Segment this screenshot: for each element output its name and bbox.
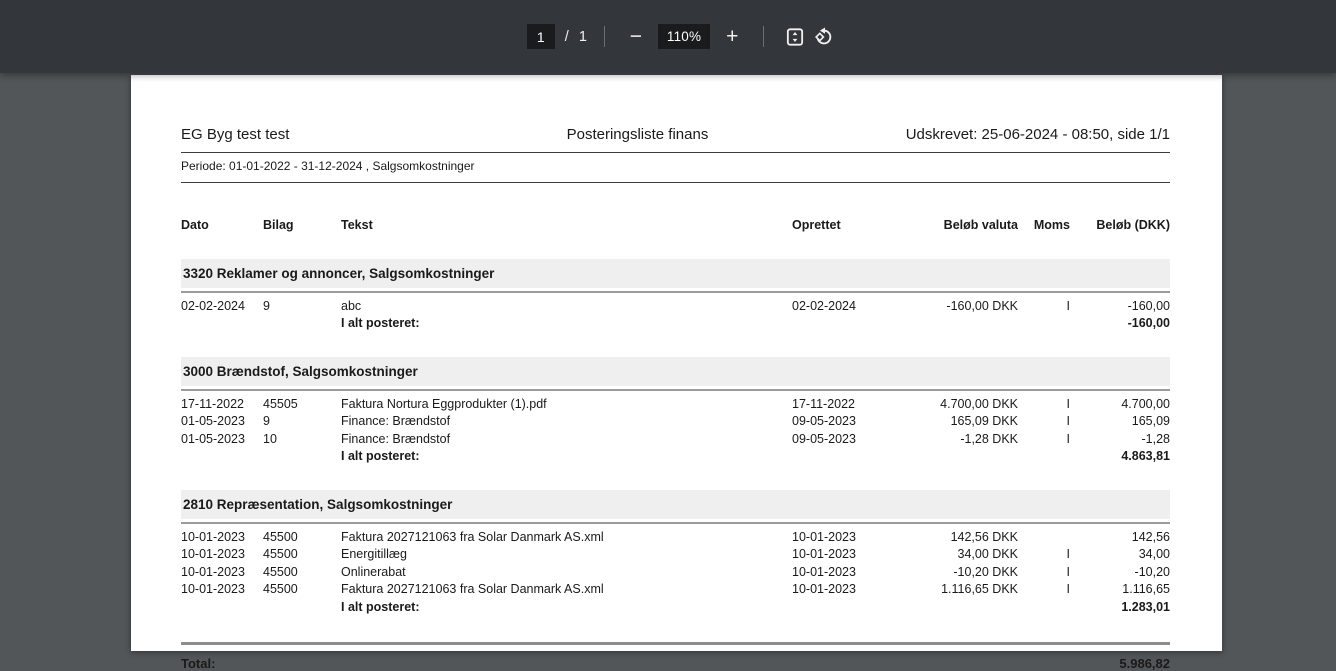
posting-row xyxy=(181,413,1170,431)
toolbar-separator xyxy=(604,26,605,47)
cell-tekst: Faktura Nortura Eggprodukter (1).pdf xyxy=(341,396,547,411)
cell-belob-dkk: 34,00 xyxy=(1138,547,1170,561)
cell-belob-dkk: 165,09 xyxy=(1131,414,1170,428)
zoom-level[interactable]: 110% xyxy=(658,24,710,49)
section-rows xyxy=(181,524,1170,599)
col-header-moms: Moms xyxy=(1033,218,1070,232)
cell-oprettet: 17-11-2022 xyxy=(792,396,856,411)
page-number-input[interactable] xyxy=(527,24,555,49)
account-section xyxy=(181,357,1170,466)
col-header-belob-valuta: Beløb valuta xyxy=(943,218,1018,232)
report-document xyxy=(131,75,1222,671)
cell-moms: I xyxy=(1066,414,1070,428)
zoom-out-button[interactable] xyxy=(622,23,650,51)
cell-dato: 10-01-2023 xyxy=(181,547,245,561)
cell-tekst: abc xyxy=(341,298,362,313)
cell-belob-valuta: -160,00 DKK xyxy=(946,298,1018,313)
posting-row xyxy=(181,396,1170,414)
cell-oprettet: 10-01-2023 xyxy=(792,582,856,596)
cell-dato: 10-01-2023 xyxy=(181,582,245,596)
cell-tekst: Finance: Brændstof xyxy=(341,414,451,428)
section-rows xyxy=(181,293,1170,316)
section-rows xyxy=(181,391,1170,449)
posting-row xyxy=(181,546,1170,564)
cell-oprettet: 02-02-2024 xyxy=(792,298,856,313)
cell-bilag: 45505 xyxy=(263,396,298,411)
cell-moms: I xyxy=(1066,431,1070,446)
cell-bilag: 45500 xyxy=(263,582,298,596)
cell-dato: 17-11-2022 xyxy=(181,396,245,411)
col-header-oprettet: Oprettet xyxy=(792,218,841,232)
col-header-dato: Dato xyxy=(181,218,209,232)
cell-belob-valuta: 1.116,65 DKK xyxy=(941,582,1018,596)
subtotal-label: I alt posteret: xyxy=(341,316,420,330)
section-heading: 3000 Brændstof, Salgsomkostninger xyxy=(181,357,1170,386)
cell-bilag: 9 xyxy=(263,414,270,428)
pdf-viewer-toolbar xyxy=(0,0,1336,73)
cell-moms: I xyxy=(1066,298,1070,313)
cell-belob-dkk: 1.116,65 xyxy=(1122,582,1170,596)
pdf-page xyxy=(131,75,1222,671)
cell-moms: I xyxy=(1066,564,1070,579)
cell-dato: 10-01-2023 xyxy=(181,564,245,579)
col-header-tekst: Tekst xyxy=(341,218,373,232)
cell-belob-valuta: 34,00 DKK xyxy=(957,547,1018,561)
company-name: EG Byg test test xyxy=(181,126,290,143)
cell-dato: 01-05-2023 xyxy=(181,414,245,428)
cell-belob-valuta: -10,20 DKK xyxy=(953,564,1018,579)
cell-belob-valuta: 4.700,00 DKK xyxy=(940,396,1018,411)
cell-bilag: 45500 xyxy=(263,564,298,579)
cell-oprettet: 09-05-2023 xyxy=(792,414,856,428)
subtotal-row xyxy=(181,448,1170,466)
section-heading: 3320 Reklamer og annoncer, Salgsomkostninger xyxy=(181,259,1170,288)
cell-oprettet: 10-01-2023 xyxy=(792,529,856,544)
rotate-counterclockwise-icon xyxy=(812,26,834,48)
cell-belob-dkk: -160,00 xyxy=(1127,298,1170,313)
cell-belob-valuta: -1,28 DKK xyxy=(960,431,1018,446)
cell-moms: I xyxy=(1066,547,1070,561)
page-divider: / xyxy=(564,28,569,45)
page-total: 1 xyxy=(578,28,587,45)
total-value: 5.986,82 xyxy=(1119,656,1170,671)
cell-bilag: 9 xyxy=(263,298,270,313)
cell-dato: 02-02-2024 xyxy=(181,298,245,313)
fit-page-button[interactable] xyxy=(781,23,809,51)
cell-oprettet: 09-05-2023 xyxy=(792,431,856,446)
total-row xyxy=(181,645,1170,671)
period-line: Periode: 01-01-2022 - 31-12-2024 , Salgsomkostninger xyxy=(181,153,1170,183)
cell-tekst: Energitillæg xyxy=(341,547,408,561)
cell-moms xyxy=(1018,529,1082,547)
rotate-button[interactable] xyxy=(809,23,837,51)
cell-moms: I xyxy=(1066,396,1070,411)
posting-row xyxy=(181,431,1170,449)
total-label: Total: xyxy=(181,656,216,671)
fit-to-page-icon xyxy=(784,26,806,48)
col-header-belob-dkk: Beløb (DKK) xyxy=(1096,218,1170,232)
section-heading: 2810 Repræsentation, Salgsomkostninger xyxy=(181,490,1170,519)
posting-row xyxy=(181,564,1170,582)
toolbar-separator xyxy=(763,26,764,47)
posting-row xyxy=(181,581,1170,599)
cell-belob-dkk: 142,56 xyxy=(1131,529,1170,544)
zoom-in-button[interactable] xyxy=(718,23,746,51)
cell-tekst: Faktura 2027121063 fra Solar Danmark AS.xml xyxy=(341,582,604,596)
cell-tekst: Onlinerabat xyxy=(341,564,406,579)
cell-oprettet: 10-01-2023 xyxy=(792,547,856,561)
report-header xyxy=(181,126,1170,153)
column-headers xyxy=(181,217,1170,235)
cell-belob-dkk: -10,20 xyxy=(1134,564,1170,579)
cell-bilag: 45500 xyxy=(263,529,298,544)
cell-bilag: 45500 xyxy=(263,547,298,561)
cell-belob-valuta: 142,56 DKK xyxy=(950,529,1018,544)
subtotal-value: 1.283,01 xyxy=(1121,599,1170,614)
posting-row xyxy=(181,298,1170,316)
cell-oprettet: 10-01-2023 xyxy=(792,564,856,579)
cell-moms: I xyxy=(1066,582,1070,596)
cell-dato: 10-01-2023 xyxy=(181,529,245,544)
cell-bilag: 10 xyxy=(263,431,277,446)
report-sections xyxy=(181,259,1170,617)
cell-dato: 01-05-2023 xyxy=(181,431,245,446)
subtotal-row xyxy=(181,315,1170,333)
subtotal-label: I alt posteret: xyxy=(341,449,420,463)
printed-info: Udskrevet: 25-06-2024 - 08:50, side 1/1 xyxy=(905,126,1171,143)
subtotal-label: I alt posteret: xyxy=(341,599,420,614)
cell-belob-dkk: -1,28 xyxy=(1141,431,1170,446)
cell-belob-dkk: 4.700,00 xyxy=(1121,396,1170,411)
report-title: Posteringsliste finans xyxy=(566,126,709,143)
col-header-bilag: Bilag xyxy=(263,218,294,232)
subtotal-value: -160,00 xyxy=(1127,316,1170,330)
minus-icon: − xyxy=(629,25,643,48)
subtotal-value: 4.863,81 xyxy=(1121,449,1170,463)
cell-belob-valuta: 165,09 DKK xyxy=(950,414,1018,428)
plus-icon: + xyxy=(726,25,739,48)
account-section xyxy=(181,490,1170,617)
posting-row xyxy=(181,529,1170,547)
cell-tekst: Faktura 2027121063 fra Solar Danmark AS.xml xyxy=(341,529,604,544)
cell-tekst: Finance: Brændstof xyxy=(341,431,451,446)
subtotal-row xyxy=(181,599,1170,617)
account-section xyxy=(181,259,1170,333)
